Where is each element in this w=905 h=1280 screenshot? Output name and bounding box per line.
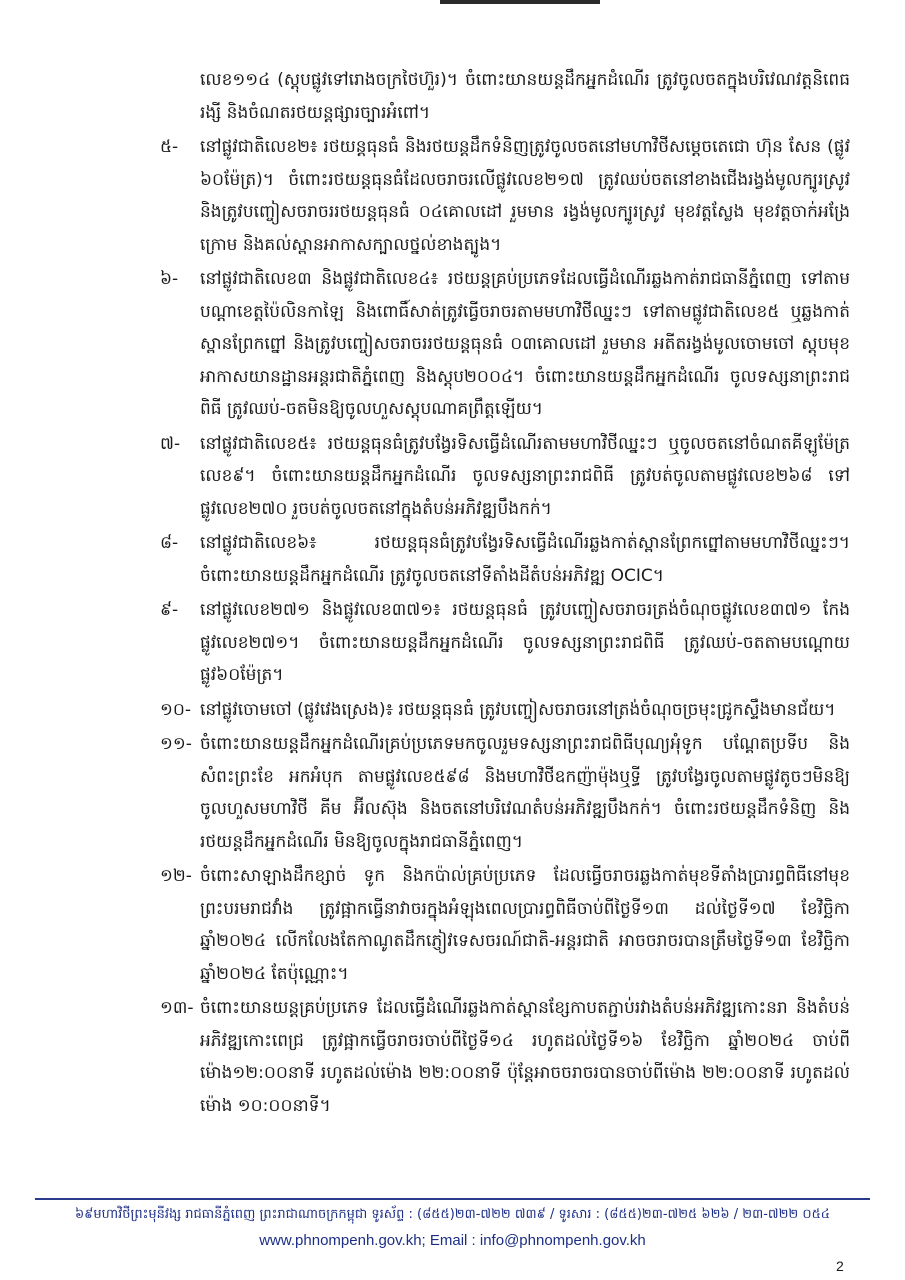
list-item-5 (160, 131, 850, 261)
item-text: ចំពោះសាឡាងដឹកខ្សាច់ ទូក និងកប៉ាល់គ្រប់ប្រភេទ ដែលធ្វើចរាចរឆ្លងកាត់មុខទីតាំងប្រារព្ធពិធីនៅមុខព្រះបរមរាជវាំង ត្រូវផ្អាកធ្វើនាវាចរក្នុងអំឡុងពេលប្រារព្ធពិធីចាប់ពីថ្ងៃទី១៣ ដល់ថ្ងៃទី១៧ ខែវិច្ឆិកា ឆ្នាំ២០២៤ លើកលែងតែកាណូតដឹកភ្ញៀវទេសចរណ៍ជាតិ-អន្តរជាតិ អាចចរាចរបានត្រឹមថ្ងៃទី១៣ ខែវិច្ឆិកា ឆ្នាំ២០២៤ តែប៉ុណ្ណោះ។ (200, 866, 850, 984)
top-edge-mark (440, 0, 600, 4)
item-text: នៅផ្លូវជាតិលេខ៣ និងផ្លូវជាតិលេខ៤៖ រថយន្តគ្រប់ប្រភេទដែលធ្វើដំណើរឆ្លងកាត់រាជធានីភ្នំពេញ ទៅតាមបណ្តាខេត្តប៉ៃលិនកាឡៃ និងពោធិ៍សាត់ត្រូវធ្វើចរាចរតាមមហាវិថីឈ្នះៗ ទៅតាមផ្លូវជាតិលេខ៥ ឬឆ្លងកាត់ស្ពានព្រែកព្នៅ និងត្រូវបញ្ចៀសចរាចររថយន្តធុនធំ ០៣គោលដៅ រួមមាន អតីតរង្វង់មូលចោមចៅ ស្តុបមុខអាកាសយានដ្ឋានអន្តរជាតិភ្នំពេញ និងស្តុប២០០៤។ ចំពោះយានយន្តដឹកអ្នកដំណើរ ចូលទស្សនាព្រះរាជពិធី ត្រូវឈប់-ចតមិនឱ្យចូលហួសស្តុបណាគព្រឹត្តឡើយ។ (200, 269, 850, 419)
footer-web-contact[interactable]: www.phnompenh.gov.kh; Email : info@phnompenh.gov.kh (259, 1232, 646, 1249)
list-item-10 (160, 694, 850, 727)
list-item-13 (160, 992, 850, 1122)
list-item-7 (160, 428, 850, 526)
list-item-6 (160, 263, 850, 426)
item-text: ចំពោះយានយន្តគ្រប់ប្រភេទ ដែលធ្វើដំណើរឆ្លងកាត់ស្ពានខ្សែកាបតភ្ជាប់រវាងតំបន់អភិវឌ្ឍកោះនរា និងតំបន់អភិវឌ្ឍកោះពេជ្រ ត្រូវផ្អាកធ្វើចរាចរចាប់ពីថ្ងៃទី១៤ រហូតដល់ថ្ងៃទី១៦ ខែវិច្ឆិកា ឆ្នាំ២០២៤ ចាប់ពីម៉ោង១២:០០នាទី រហូតដល់ម៉ោង ២២:០០នាទី ប៉ុន្តែអាចចរាចរបានចាប់ពីម៉ោង ២២:០០នាទី រហូតដល់ម៉ោង ១០:០០នាទី។ (200, 998, 850, 1116)
item-text: នៅផ្លូវលេខ២៧១ និងផ្លូវលេខ៣៧១៖ រថយន្តធុនធំ ត្រូវបញ្ចៀសចរាចរត្រង់ចំណុចផ្លូវលេខ៣៧១ កែងផ្លូវលេខ២៧១។ ចំពោះយានយន្តដឹកអ្នកដំណើរ ចូលទស្សនាព្រះរាជពិធី ត្រូវឈប់-ចតតាមបណ្តោយផ្លូវ៦០ម៉ែត្រ។ (200, 600, 850, 685)
list-item-12 (160, 860, 850, 990)
footer-divider (35, 1198, 870, 1200)
item-number: ៩- (160, 600, 179, 620)
item-number: ៧- (160, 433, 181, 454)
item-number: ៦- (160, 269, 179, 289)
list-item-9 (160, 594, 850, 692)
item-number: ៥- (160, 137, 179, 157)
intro-paragraph: លេខ១១៤ (ស្តុបផ្លូវទៅរោងចក្រថៃហ៊ួរ)។ ចំពោះយានយន្តដឹកអ្នកដំណើរ ត្រូវចូលចតក្នុងបរិវេណវត្តនិពេធរង្សី និងចំណតរថយន្តផ្សារច្បារអំពៅ។ (200, 70, 850, 123)
item-number: ១៣- (160, 998, 194, 1018)
item-number: ១០- (160, 699, 192, 720)
list-item-11 (160, 728, 850, 858)
item-text: នៅផ្លូវជាតិលេខ៥៖ រថយន្តធុនធំត្រូវបង្វែរទិសធ្វើដំណើរតាមមហាវិថីឈ្នះៗ ឬចូលចតនៅចំណតគីឡូម៉ែត្រលេខ៩។ ចំពោះយានយន្តដឹកអ្នកដំណើរ ចូលទស្សនាព្រះរាជពិធី ត្រូវបត់ចូលតាមផ្លូវលេខ២៦៨ ទៅផ្លូវលេខ២៧០ រួចបត់ចូលចតនៅក្នុងតំបន់អភិវឌ្ឍបឹងកក់។ (200, 433, 850, 519)
item-text: នៅផ្លូវចោមចៅ (ផ្លូវវេងស្រេង)៖ រថយន្តធុនធំ ត្រូវបញ្ចៀសចរាចរនៅត្រង់ចំណុចច្រមុះជ្រូកស្ទឹងមានជ័យ។ (200, 699, 836, 720)
list-item-8 (160, 527, 850, 592)
footer-address: ៦៩មហាវិថីព្រះមុនីវង្ស រាជធានីភ្នំពេញ ព្រះរាជាណាចក្រកម្ពុជា ទូរស័ព្ទ : (៨៥៥)២៣-៧២២ ៧៣៩ / ទូរសារ : (៨៥៥)២៣-៧២៥ ៦២៦ / ២៣-៧២២ ០៥៤ (74, 1207, 831, 1222)
item-text: នៅផ្លូវជាតិលេខ២៖ រថយន្តធុនធំ និងរថយន្តដឹកទំនិញត្រូវចូលចតនៅមហាវិថីសម្តេចតេជោ ហ៊ុន សែន (ផ្លូវ ៦០ម៉ែត្រ)។ ចំពោះរថយន្តធុនធំដែលចរាចរលើផ្លូវលេខ២១៧ ត្រូវឈប់ចតនៅខាងជើងរង្វង់មូលក្បូរស្រូវ និងត្រូវបញ្ចៀសចរាចររថយន្តធុនធំ ០៤គោលដៅ រួមមាន រង្វង់មូលក្បូរស្រូវ មុខវត្តស្លែង មុខវត្តចាក់អង្រែក្រោម និងគល់ស្ពានអាកាសក្បាលថ្នល់ខាងត្បូង។ (200, 137, 850, 255)
document-body (160, 64, 850, 1124)
item-text: នៅផ្លូវជាតិលេខ៦៖ រថយន្តធុនធំត្រូវបង្វែរទិសធ្វើដំណើរឆ្លងកាត់ស្ពានព្រែកព្នៅតាមមហាវិថីឈ្នះៗ។ ចំពោះយានយន្តដឹកអ្នកដំណើរ ត្រូវចូលចតនៅទីតាំងដីតំបន់អភិវឌ្ឍ OCIC។ (200, 533, 850, 586)
item-number: ៨- (160, 533, 179, 553)
item-text: ចំពោះយានយន្តដឹកអ្នកដំណើរគ្រប់ប្រភេទមកចូលរួមទស្សនាព្រះរាជពិធីបុណ្យអុំទូក បណ្តែតប្រទីប និងសំពះព្រះខែ អកអំបុក តាមផ្លូវលេខ៥៩៨ និងមហាវិថីឧកញ៉ាម៉ុងឬទ្ធី ត្រូវបង្វែរចូលតាមផ្លូវតូចៗមិនឱ្យចូលហួសមហាវិថី គីម អ៊ីលស៊ុង និងចតនៅបរិវេណតំបន់អភិវឌ្ឍបឹងកក់។ ចំពោះរថយន្តដឹកទំនិញ និងរថយន្តដឹកអ្នកដំណើរ មិនឱ្យចូលក្នុងរាជធានីភ្នំពេញ។ (200, 734, 850, 852)
item-number: ១១- (160, 734, 192, 754)
item-number: ១២- (160, 866, 192, 886)
page-number: 2 (836, 1258, 844, 1274)
